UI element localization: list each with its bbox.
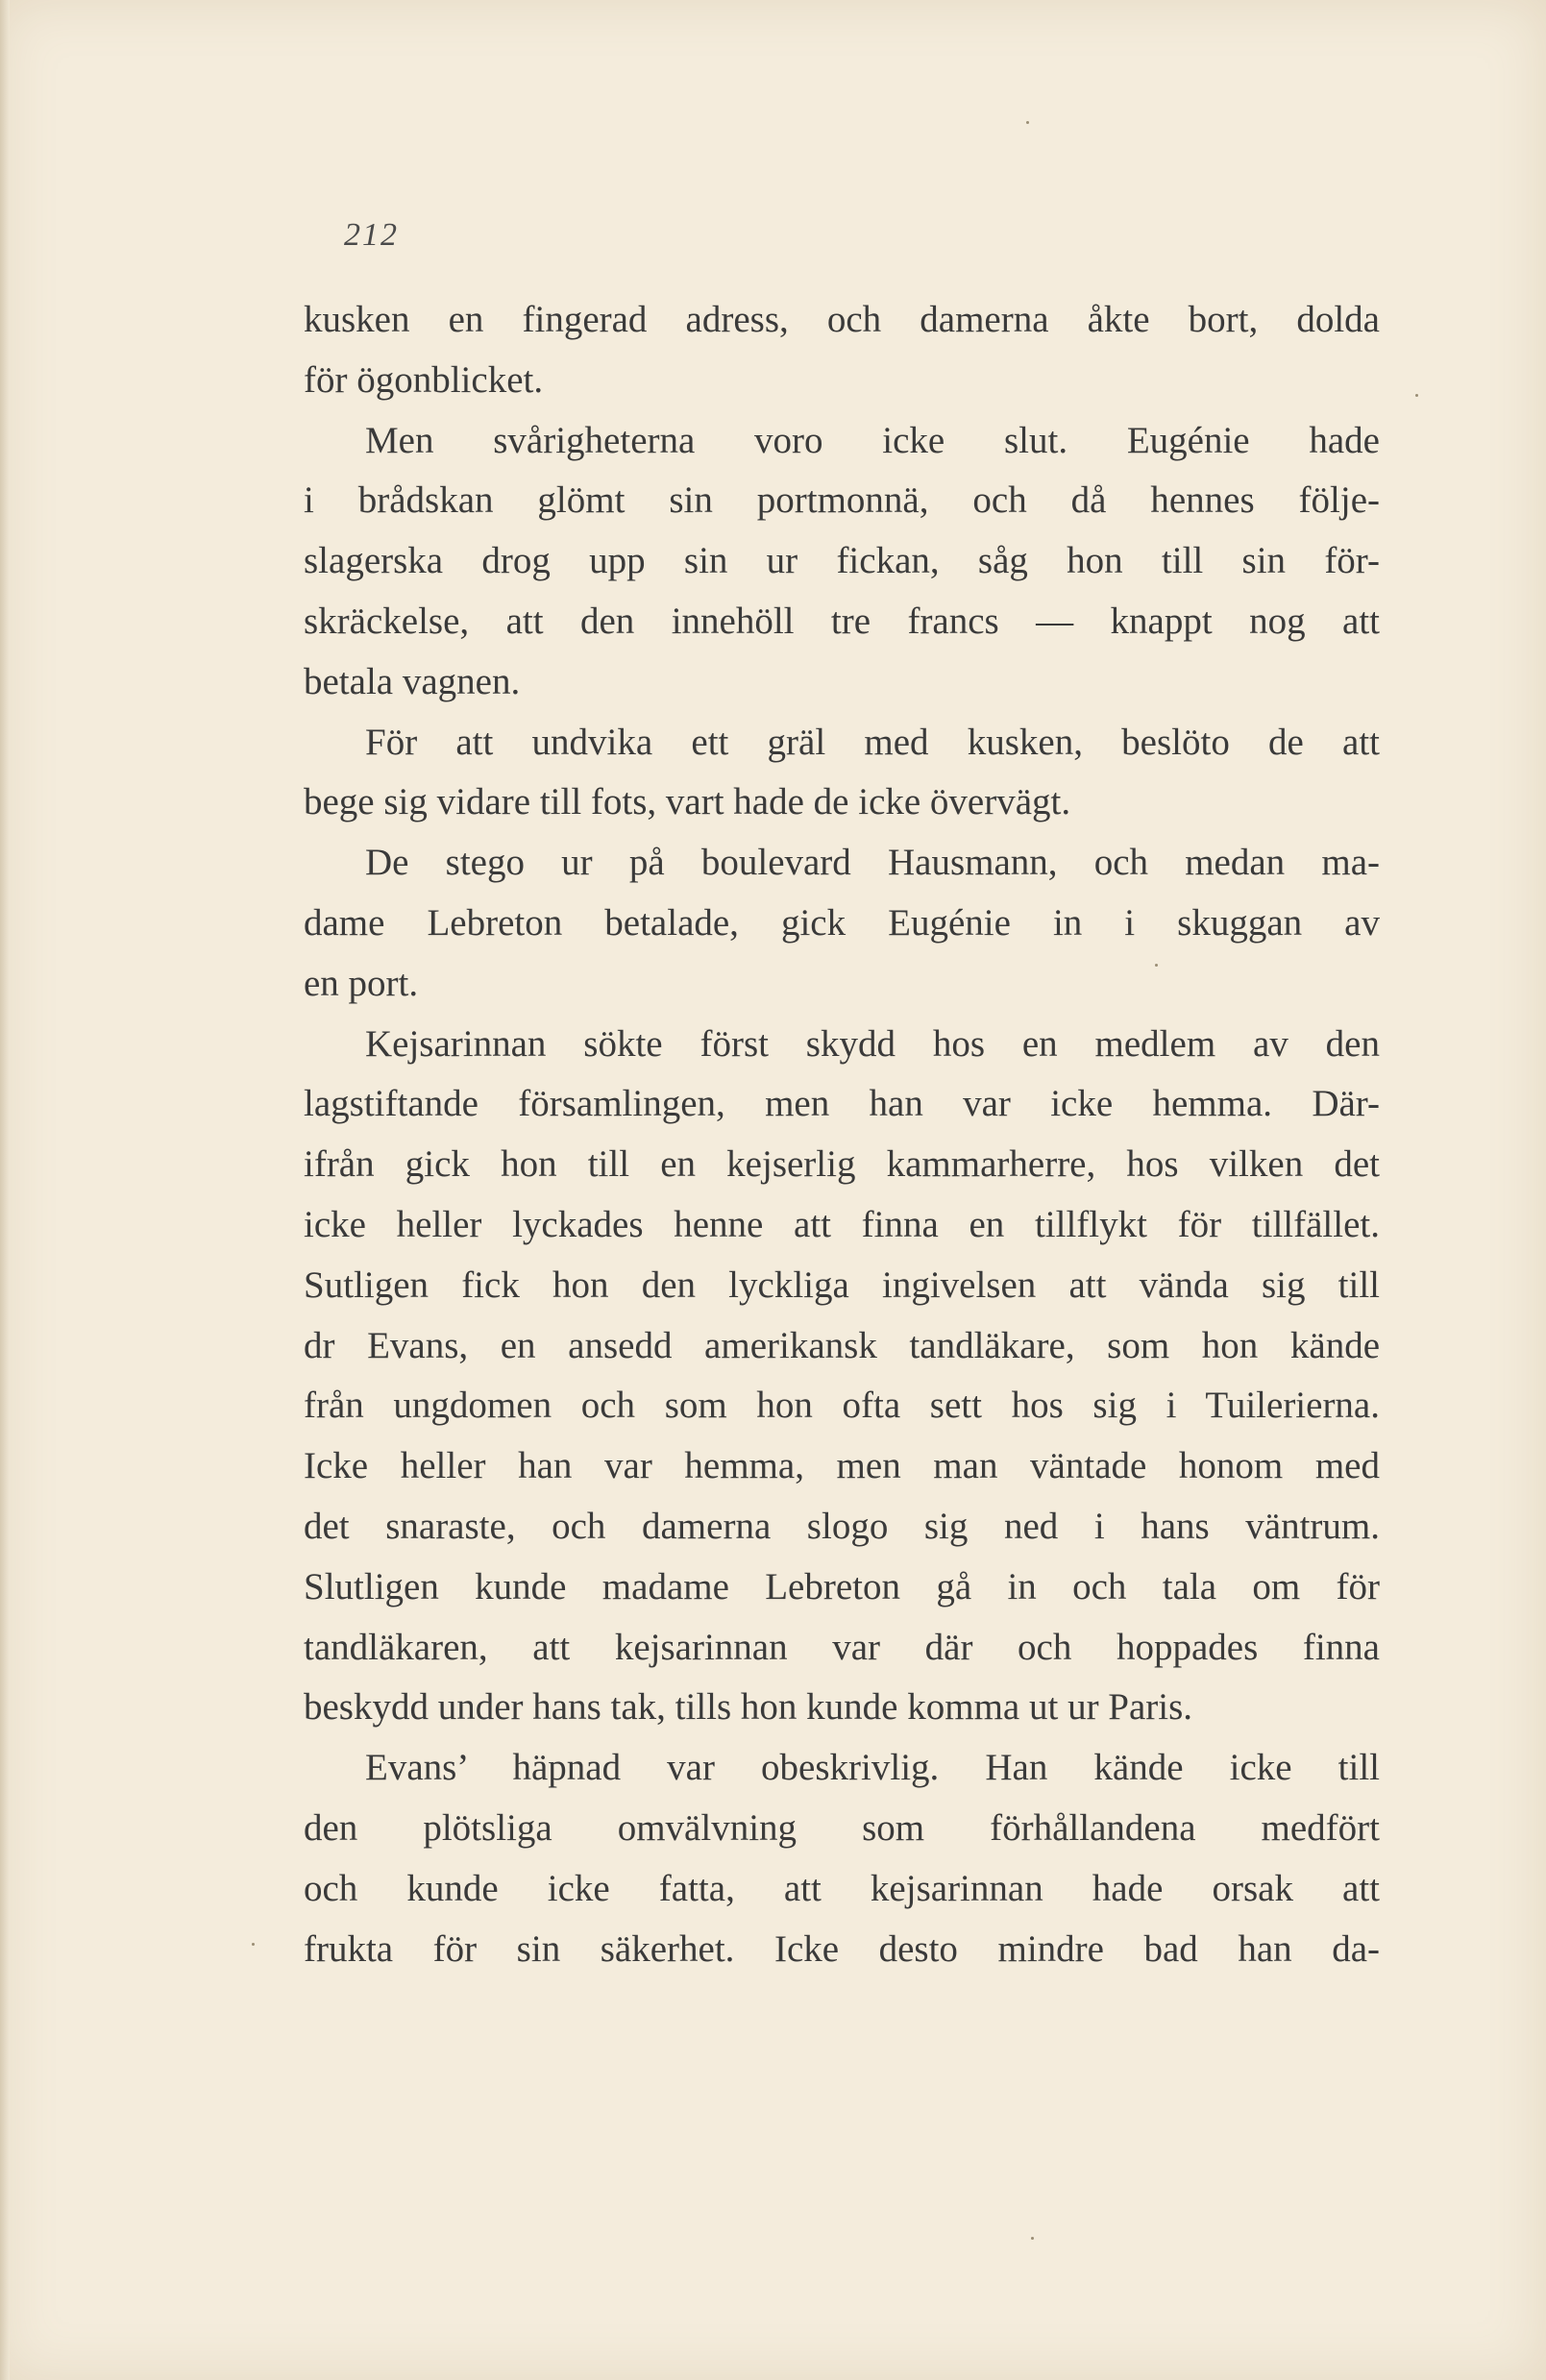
- text-line: den plötsliga omvälvning som förhållandena medfört: [304, 1806, 1380, 1849]
- text-line: bege sig vidare till fots, vart hade de icke övervägt.: [304, 781, 1071, 823]
- text-line: kusken en fingerad adress, och damerna åkte bort, dolda: [304, 299, 1380, 340]
- text-line: från ungdomen och som hon ofta sett hos sig i Tuilerierna.: [304, 1385, 1380, 1427]
- text-line: tandläkaren, att kejsarinnan var där och hoppades finna: [304, 1626, 1380, 1668]
- paper-speck: [1031, 2237, 1034, 2240]
- paper-speck: [1415, 394, 1418, 397]
- text-line: för ögonblicket.: [304, 358, 544, 401]
- page-number: 212: [344, 217, 399, 253]
- text-line: Kejsarinnan sökte först skydd hos en medlem av den: [365, 1022, 1380, 1065]
- paper-speck: [252, 1943, 255, 1946]
- text-line: det snaraste, och damerna slogo sig ned i hans väntrum.: [304, 1505, 1380, 1547]
- text-line: Men svårigheterna voro icke slut. Eugénie hade: [365, 419, 1380, 461]
- body-text: [304, 290, 1380, 1979]
- text-line: beskydd under hans tak, tills hon kunde komma ut ur Paris.: [304, 1686, 1193, 1729]
- text-line: betala vagnen.: [304, 660, 521, 702]
- paper-speck: [1155, 964, 1158, 967]
- text-line: För att undvika ett gräl med kusken, beslöto de att: [365, 721, 1380, 763]
- text-line: skräckelse, att den innehöll tre francs — knappt nog att: [304, 600, 1380, 642]
- text-line: en port.: [304, 962, 419, 1004]
- text-line: Slutligen kunde madame Lebreton gå in och tala om för: [304, 1565, 1380, 1607]
- text-line: och kunde icke fatta, att kejsarinnan hade orsak att: [304, 1867, 1380, 1909]
- text-line: De stego ur på boulevard Hausmann, och medan ma-: [365, 842, 1380, 884]
- text-line: ifrån gick hon till en kejserlig kammarherre, hos vilken det: [304, 1143, 1380, 1186]
- text-line: Evans’ häpnad var obeskrivlig. Han kände icke till: [365, 1747, 1380, 1789]
- text-line: icke heller lyckades henne att finna en tillflykt för tillfället.: [304, 1203, 1380, 1245]
- text-line: lagstiftande församlingen, men han var icke hemma. Där-: [304, 1083, 1380, 1125]
- text-line: Sutligen fick hon den lyckliga ingivelsen att vända sig till: [304, 1264, 1380, 1306]
- text-line: frukta för sin säkerhet. Icke desto mindre bad han da-: [304, 1927, 1380, 1970]
- text-line: slagerska drog upp sin ur fickan, såg hon till sin för-: [304, 540, 1380, 582]
- paper-speck: [1026, 121, 1029, 124]
- text-line: i brådskan glömt sin portmonnä, och då hennes följe-: [304, 479, 1380, 522]
- text-line: dame Lebreton betalade, gick Eugénie in i skuggan av: [304, 901, 1380, 944]
- page-edge: [0, 0, 10, 2380]
- text-line: dr Evans, en ansedd amerikansk tandläkare, som hon kände: [304, 1324, 1380, 1366]
- text-line: Icke heller han var hemma, men man väntade honom med: [304, 1445, 1380, 1487]
